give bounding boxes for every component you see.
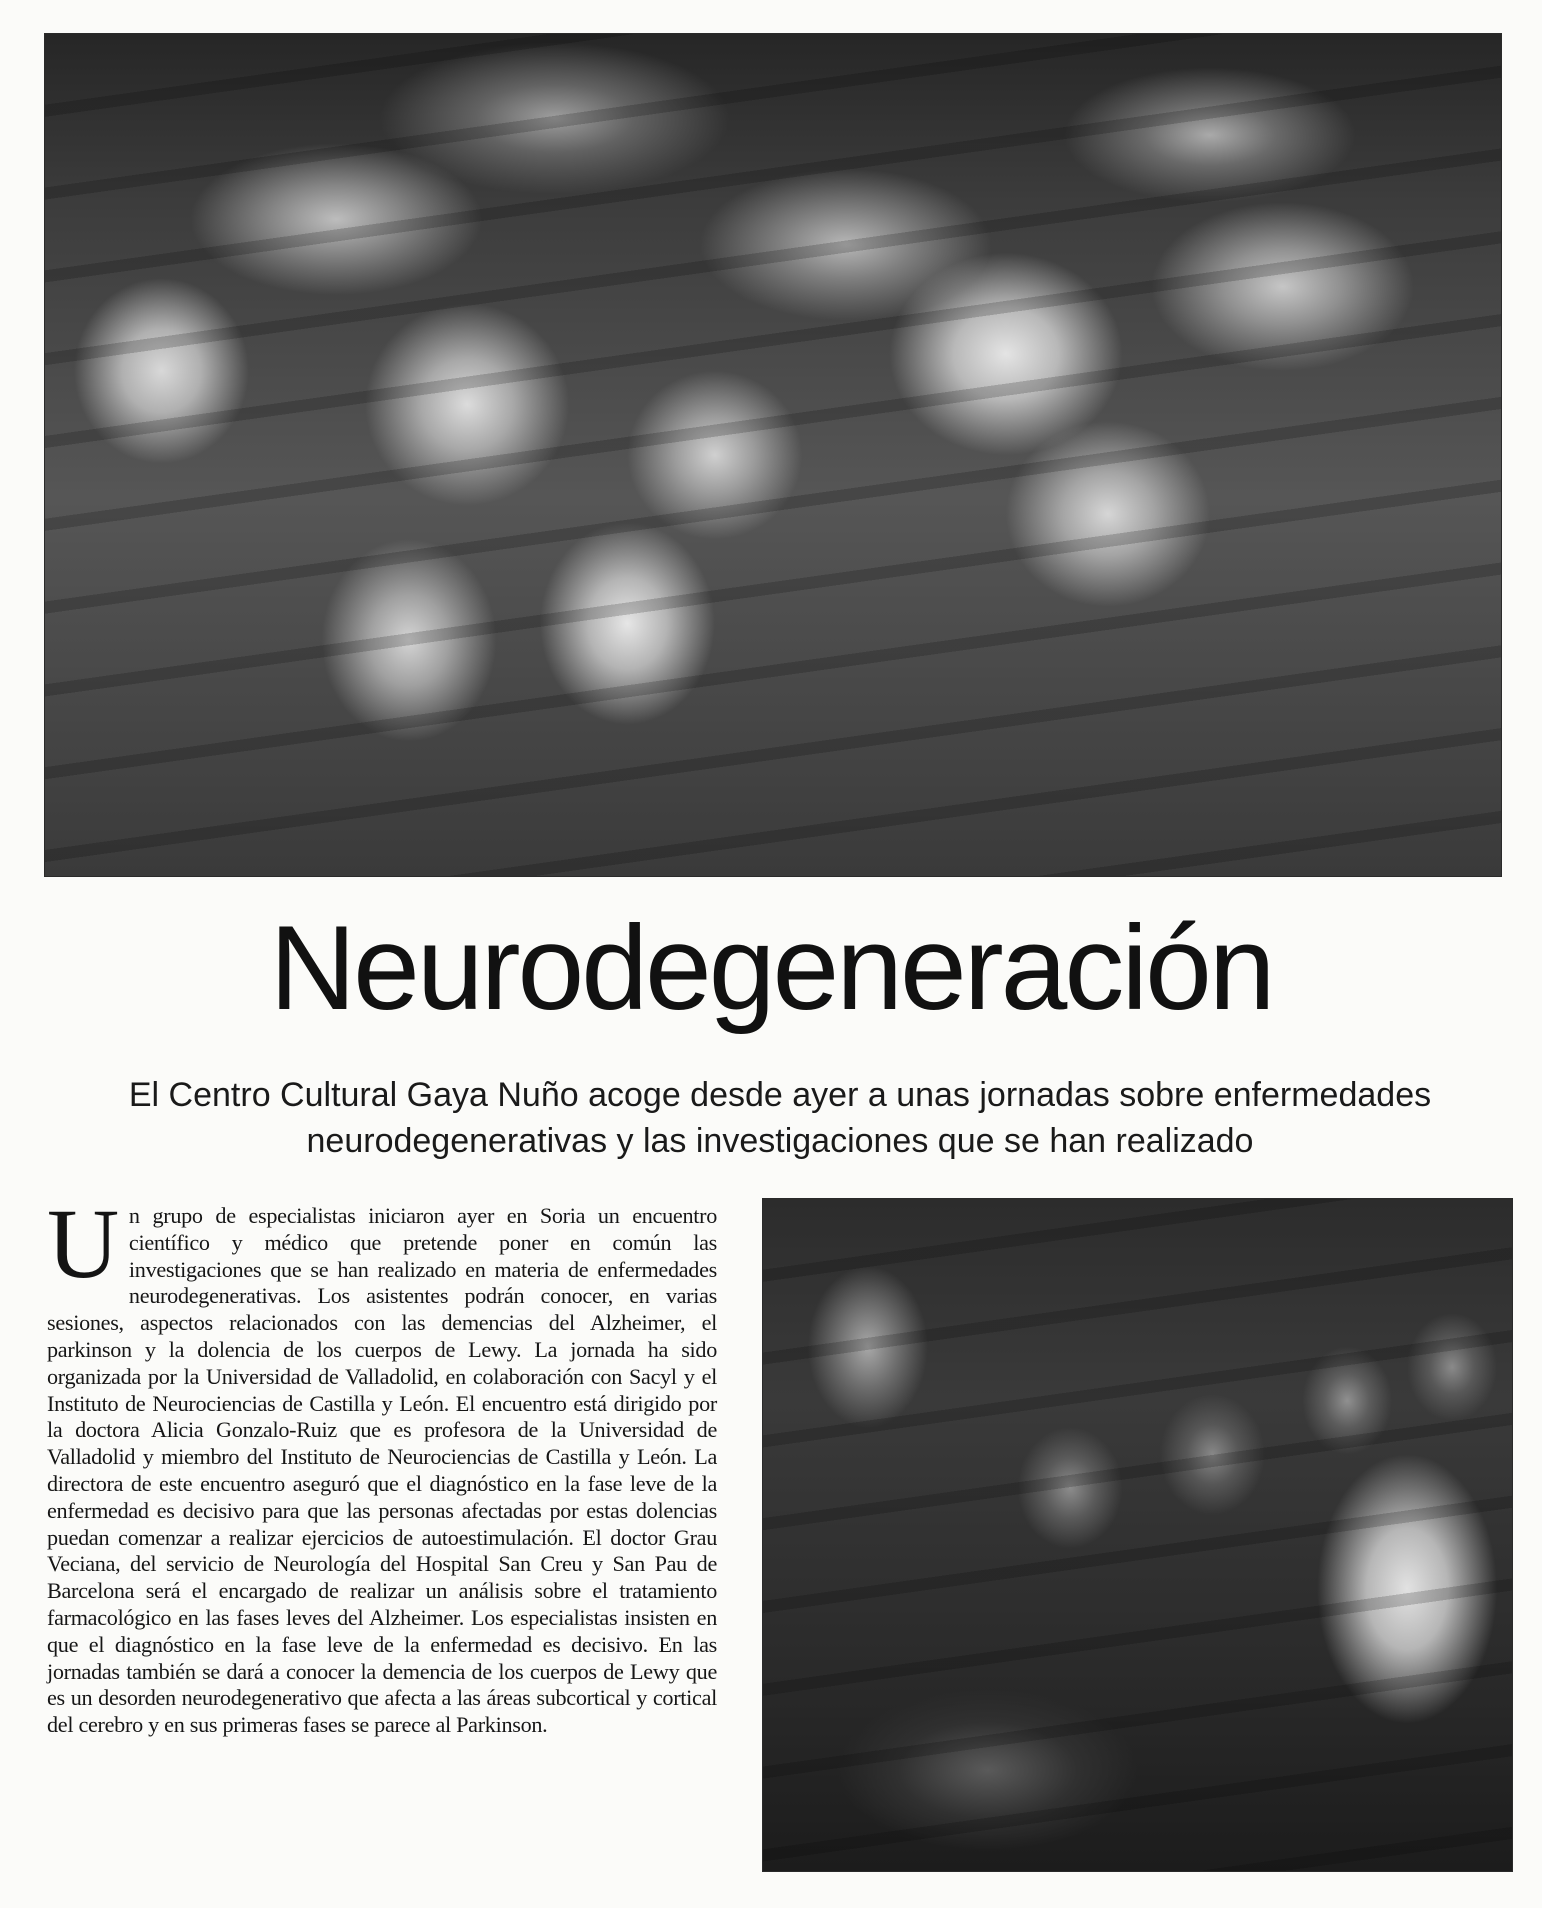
- subheadline: El Centro Cultural Gaya Nuño acoge desde ayer a unas jornadas sobre enfermedades neurodegenerativas y las investigaciones que se han realizado: [128, 1076, 1432, 1160]
- article-text: n grupo de especialistas iniciaron ayer en Soria un encuentro científico y médico que pretende poner en común las investigaciones que se han realizado en materia de enfermedades neurodegenerativas. Los asistentes podrán conocer, en varias sesiones, aspectos relacionados con las demencias del Alzheimer, el parkinson y la dolencia de los cuerpos de Lewy. La jornada ha sido organizada por la Universidad de Valladolid, en colaboración con Sacyl y el Instituto de Neurociencias de Castilla y León. El encuentro está dirigido por la doctora Alicia Gonzalo-Ruiz que es profesora de la Universidad de Valladolid y miembro del Instituto de Neurociencias de Castilla y León. La directora de este encuentro aseguró que el diagnóstico en la fase leve de la enfermedad es decisivo para que las personas afectadas por estas dolencias puedan comenzar a realizar ejercicios de autoestimulación. El doctor Grau Veciana, del servicio de Neurología del Hospital San Creu y San Pau de Barcelona será el encargado de realizar un análisis sobre el tratamiento farmacológico en las fases leves del Alzheimer. Los especialistas insisten en que el diagnóstico en la fase leve de la enfermedad es decisivo. En las jornadas también se dará a conocer la demencia de los cuerpos de Lewy que es un desorden neurodegenerativo que afecta a las áreas subcortical y cortical del cerebro y en sus primeras fases se parece al Parkinson.: [47, 1203, 717, 1738]
- session-rows-shading: [763, 1199, 1512, 1871]
- audience-photo: [44, 33, 1502, 877]
- article-body: [47, 1188, 717, 1739]
- audience-rows-shading: [45, 34, 1501, 876]
- session-photo: [762, 1198, 1513, 1872]
- drop-cap: U: [47, 1188, 119, 1299]
- headline: Neurodegeneración: [269, 901, 1273, 1035]
